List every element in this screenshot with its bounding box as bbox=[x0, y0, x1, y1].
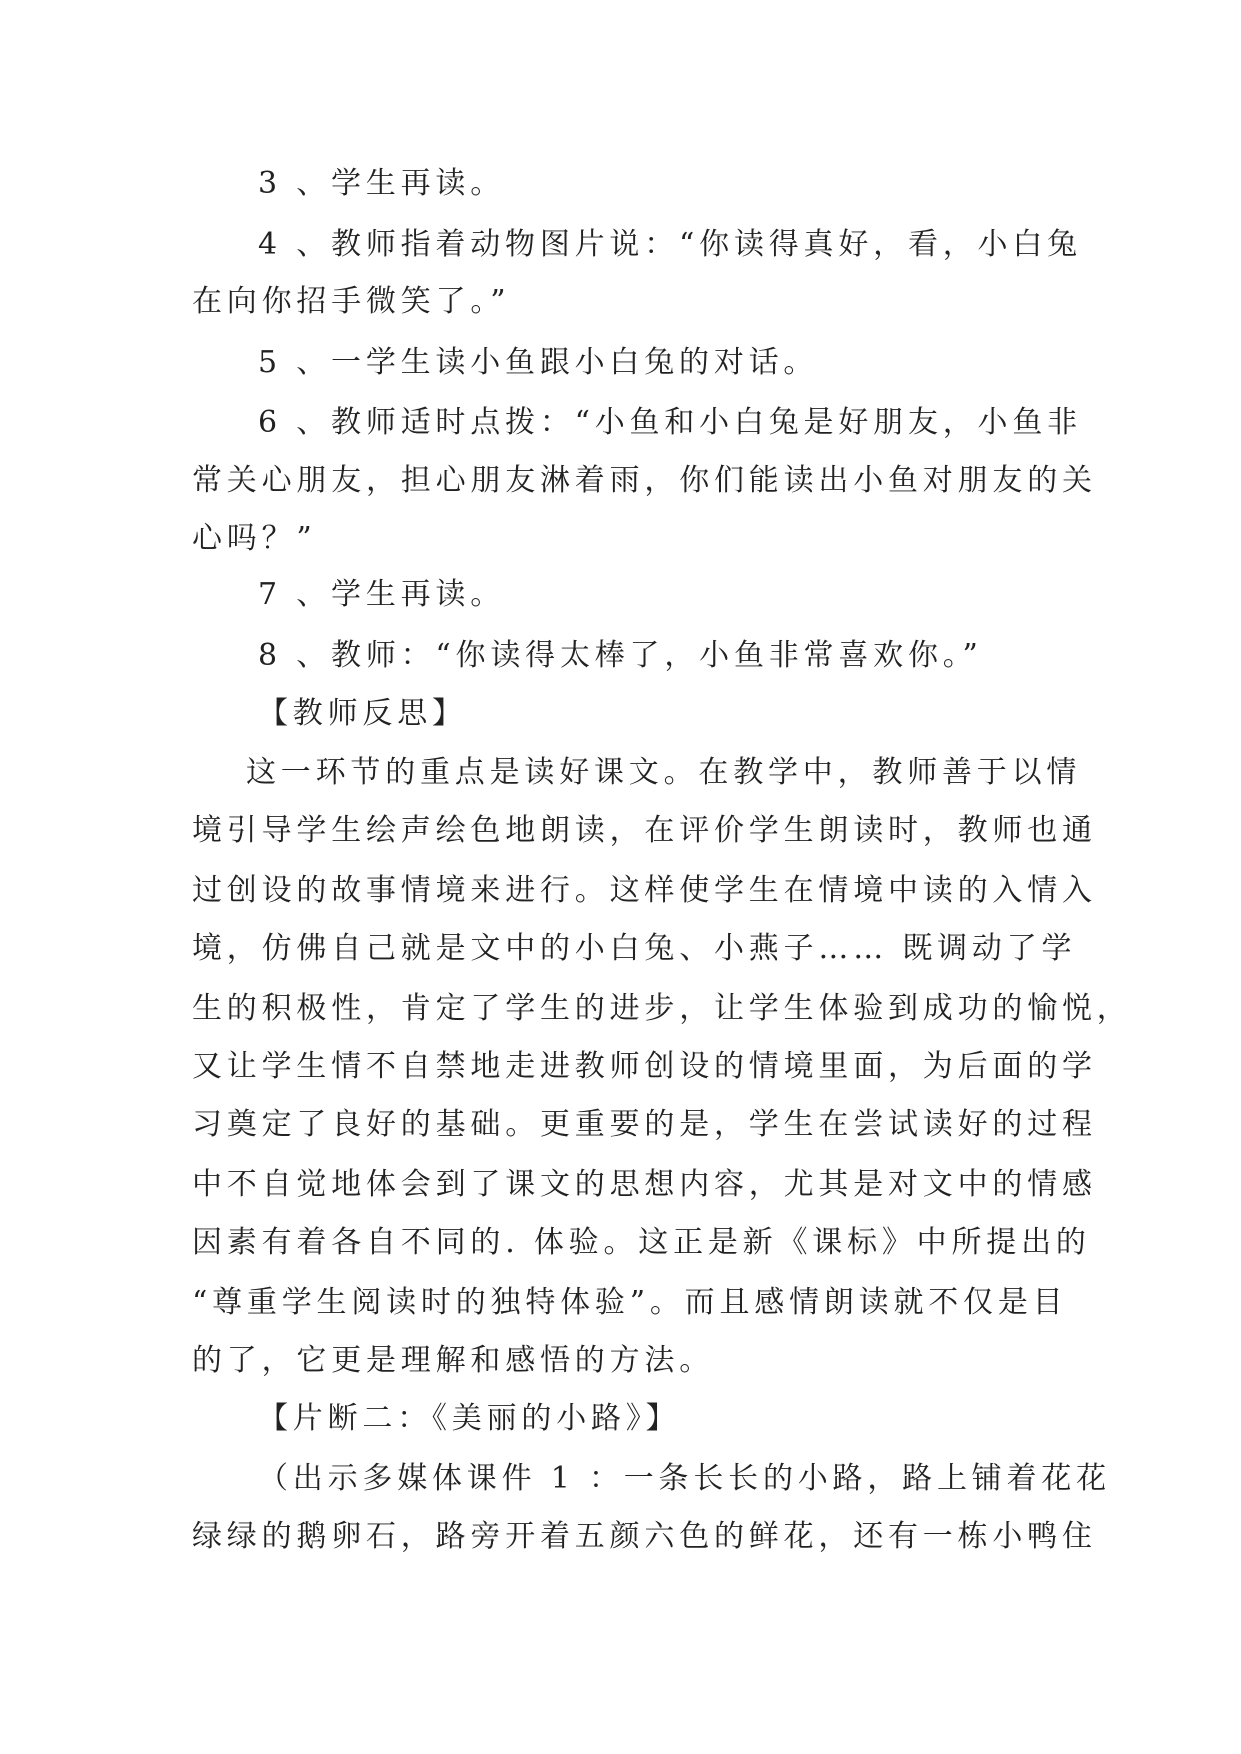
text-line: 因素有着各自不同的. 体验。这正是新《课标》中所提出的 bbox=[192, 1225, 1091, 1260]
text-line: 心吗？” bbox=[192, 521, 317, 556]
text-line: 习奠定了良好的基础。更重要的是，学生在尝试读好的过程 bbox=[192, 1107, 1097, 1142]
section-heading: 【教师反思】 bbox=[258, 696, 467, 731]
text-line: 生的积极性，肯定了学生的进步，让学生体验到成功的愉悦， bbox=[192, 991, 1132, 1026]
section-heading: 【片断二：《美丽的小路》】 bbox=[258, 1401, 681, 1436]
text-line: 又让学生情不自禁地走进教师创设的情境里面，为后面的学 bbox=[192, 1049, 1097, 1084]
text-line: 中不自觉地体会到了课文的思想内容，尤其是对文中的情感 bbox=[192, 1167, 1097, 1202]
text-line: “尊重学生阅读时的独特体验”。而且感情朗读就不仅是目 bbox=[192, 1285, 1068, 1320]
text-line: 境引导学生绘声绘色地朗读，在评价学生朗读时，教师也通 bbox=[192, 813, 1097, 848]
text-line: 境，仿佛自己就是文中的小白兔、小燕子…… 既调动了学 bbox=[192, 931, 1077, 966]
text-line: 4 、教师指着动物图片说：“你读得真好，看，小白兔 bbox=[258, 227, 1082, 262]
text-line: 在向你招手微笑了。” bbox=[192, 284, 511, 319]
text-line: 过创设的故事情境来进行。这样使学生在情境中读的入情入 bbox=[192, 873, 1097, 908]
text-line: 常关心朋友，担心朋友淋着雨，你们能读出小鱼对朋友的关 bbox=[192, 463, 1097, 498]
text-line: 3 、学生再读。 bbox=[258, 166, 506, 201]
text-line: 7 、学生再读。 bbox=[258, 577, 506, 612]
text-line: 5 、一学生读小鱼跟小白兔的对话。 bbox=[258, 345, 819, 380]
text-line: （出示多媒体课件 1 ：一条长长的小路，路上铺着花花 bbox=[258, 1461, 1111, 1496]
text-line: 绿绿的鹅卵石，路旁开着五颜六色的鲜花，还有一栋小鸭住 bbox=[192, 1519, 1097, 1554]
text-line: 8 、教师：“你读得太棒了，小鱼非常喜欢你。” bbox=[258, 638, 983, 673]
text-line: 这一环节的重点是读好课文。在教学中，教师善于以情 bbox=[246, 755, 1082, 790]
text-line: 6 、教师适时点拨：“小鱼和小白兔是好朋友，小鱼非 bbox=[258, 405, 1082, 440]
text-line: 的了，它更是理解和感悟的方法。 bbox=[192, 1343, 714, 1378]
